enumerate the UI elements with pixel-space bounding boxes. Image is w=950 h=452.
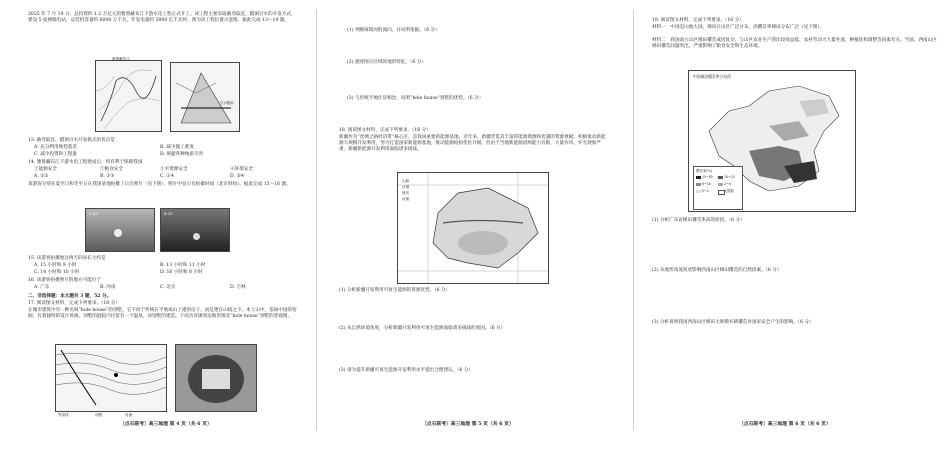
contour-map-figure	[55, 344, 167, 412]
legend-swatch	[718, 176, 723, 179]
page-footer: 〔点石联考〕高三地理 第 6 页（共 6 页）	[739, 421, 831, 427]
section2-heading: 二、非选择题：本大题共 3 题，52 分。	[28, 294, 112, 299]
q17-2: (2) 描述图示区域的地形特征。（6 分）	[347, 60, 426, 65]
contour-lines	[56, 345, 166, 411]
legend-swatch	[696, 176, 701, 179]
q15-opt-a: A. 15 小时和 9 小时	[34, 263, 77, 268]
q17-3: (3) 与传统平地住房相比，说明“hole house”别墅的优势。（6 分）	[347, 96, 484, 101]
q16-opt-a: A. 广东	[34, 285, 50, 290]
q14-item-1: ①能源安全	[34, 167, 57, 172]
q19-1: (1) 分析广东省梯田撂荒率高的原因。（6 分）	[652, 218, 745, 223]
q18-3: (3) 请为提升新疆可再生能源开发利用水平提出合理建议。（6 分）	[339, 368, 474, 373]
china-terrace-map-figure	[688, 70, 856, 212]
q14-opt-c: C. ①④	[160, 174, 175, 179]
exam-page-6	[634, 0, 950, 452]
q13-opt-d: D. 规避各种地质灾害	[160, 152, 204, 157]
house-shape	[202, 369, 230, 389]
fig1-label: 雅鲁藏布江	[112, 57, 130, 61]
legend-swatch	[696, 190, 701, 193]
fig2-label: 引水隧洞	[220, 101, 234, 105]
contour-map	[96, 61, 161, 131]
intro-text: 2025 年 7 月 19 日，总投资约 1.2 万亿元的雅鲁藏布江下游水电工程正式开工。该工程主要采取截弯取直、隧洞引水的开发方式，建设 5 座梯级电站，总装机容量约 6000 万千瓦，年发电量约 3000 亿千瓦时。图为该工程位置示意图。据此完成 13～14 题。	[28, 12, 296, 24]
q16-opt-b: B. 河南	[100, 285, 116, 290]
legend-item-1: 25~45	[702, 175, 713, 179]
material-1: 材料一 中国是山地大国，梯田在山区广泛分布，高撂荒率梯田分布广泛（见下图）。	[652, 25, 825, 30]
q18-text: 新疆作为“丝绸之路经济带”核心区，是我国重要的能源基地。近年来，新疆凭借其丰富的能源资源和优越的资源禀赋，积极推动新能源大规模开发利用，努力打造国家新能源基地，推动能源结构优化升级。但由于当地新能源消纳能力有限，大量弃风、弃光现象严重，新疆新能源开发利用面临诸多挑战。	[339, 135, 606, 153]
intro2-text: 某游客分别在夏至日和冬至日在我国某地拍摄了日出照片（见下图），照片中显示有拍摄时间（北京时间）。据此完成 15～16 题。	[28, 182, 291, 187]
page-footer: 〔点石联考〕高三地理 第 5 页（共 6 页）	[422, 421, 514, 427]
sun-icon	[114, 229, 122, 237]
xinjiang-map	[398, 173, 548, 283]
tunnel-diagram	[171, 63, 239, 131]
sunrise-photo-summer	[85, 208, 155, 252]
map-legend-4: 河流	[402, 197, 410, 201]
legend-title: 撂荒率(%)	[696, 169, 713, 173]
q13-opt-b: B. 减少施工难度	[160, 145, 194, 150]
legend-swatch	[718, 183, 723, 186]
q15-stem: 15. 该游客拍摄地这两天的昼长大约是	[28, 256, 106, 261]
q14-opt-a: A. ①②	[34, 174, 49, 179]
tunnel-diagram-figure	[170, 62, 240, 132]
q14-item-4: ④环境安全	[230, 167, 253, 172]
q14-item-2: ②粮食安全	[100, 167, 123, 172]
q17-1: (1) 判断琢瑞河的流向，并说明依据。（6 分）	[347, 28, 440, 33]
q15-opt-d: D. 16 小时和 8 小时	[160, 270, 203, 275]
legend-item-2: 16~25	[724, 175, 735, 179]
q15-opt-c: C. 14 小时和 10 小时	[34, 270, 80, 275]
map-legend-box	[693, 166, 743, 210]
legend-swatch	[696, 183, 701, 186]
legend-item-6: 无数据	[724, 189, 734, 193]
q16-opt-c: C. 北京	[160, 285, 176, 290]
q19-stem: 19. 阅读图文材料，完成下列要求。（16 分）	[652, 18, 744, 23]
exam-page-5	[317, 0, 633, 452]
photo2-time: 8:29	[164, 211, 173, 216]
map-legend-1: 等高线	[58, 413, 69, 417]
legend-item-3: 8~16	[702, 182, 711, 186]
q18-1: (1) 分析新疆开发利用可再生能源的资源优势。（6 分）	[339, 288, 451, 293]
map-legend-2: 别墅	[95, 413, 103, 417]
legend-item-5: 0~2	[702, 189, 709, 193]
hole-house-photo	[175, 344, 257, 412]
terrain-map-figure	[95, 60, 162, 132]
q19-3: (3) 分析说明我国西南山区梯田大规模弃耕撂荒对国家安全产生的影响。（6 分）	[652, 320, 814, 325]
page-footer: 〔点石联考〕高三地理 第 4 页（共 6 页）	[120, 421, 212, 427]
q18-2: (2) 从自然环境角度，分析新疆开发利用可再生能源面临诸多挑战的原因。（6 分）	[339, 326, 506, 331]
map-legend-1: 山脉	[402, 179, 410, 183]
q14-opt-b: B. ②③	[100, 174, 115, 179]
q13-stem: 13. 截弯取直、隧洞引水开发模式的优点是	[28, 138, 115, 143]
q13-opt-c: C. 减少投资和工程量	[34, 152, 78, 157]
q14-item-3: ③水资源安全	[160, 167, 188, 172]
sun-icon	[193, 233, 200, 240]
sunrise-photo-winter	[160, 208, 230, 252]
map-legend-3: 河流	[125, 413, 133, 417]
q17-stem: 17. 阅读图文材料，完成下列要求。（18 分）	[28, 301, 120, 306]
q19-2: (2) 从地形角度简述影响西南山区梯田撂荒的自然因素。（6 分）	[652, 268, 782, 273]
exam-page-4	[0, 0, 316, 452]
q14-stem: 14. 雅鲁藏布江下游水电工程建成后，将有利于保障我国	[28, 160, 143, 165]
q18-stem: 18. 阅读图文材料，完成下列要求。（18 分）	[339, 128, 431, 133]
legend-item-4: 2~8	[724, 182, 731, 186]
map-legend-3: 城市	[402, 191, 410, 195]
q16-opt-d: D. 吉林	[230, 285, 246, 290]
photo1-time: 5:43	[89, 211, 98, 216]
map-title: 中国梯田撂荒率分布图	[693, 74, 731, 79]
q13-opt-a: A. 充分利用地势落差	[34, 145, 77, 150]
q14-opt-d: D. ③④	[230, 174, 245, 179]
q17-text: 在城市建筑中有一种名叫“hole house”的别墅。它不同于传统在平地或山上建的房子，而是建在山坡之下。本土山中，依如中国的窑洞，有着独特的设计风格。别墅的庭院内径留有一个温泉，该别墅的建造。下面为该镇周边地形图及“hole house”别墅的景观图。	[28, 308, 297, 320]
xinjiang-map-figure	[397, 172, 549, 284]
map-legend-2: 沙漠	[402, 185, 410, 189]
q16-stem: 16. 该游客拍摄照片的地方可能位于	[28, 278, 102, 283]
q15-opt-b: B. 13 小时和 11 小时	[160, 263, 206, 268]
material-2: 材料二 我国南方山区梯田撂荒成因复杂，与山区农业生产的比较效益低、农村劳动力大量外流、种植结构调整等因素有关。当前，西南山区梯田撂荒问题突出，严重影响了粮食安全和生态环境。	[652, 38, 937, 50]
